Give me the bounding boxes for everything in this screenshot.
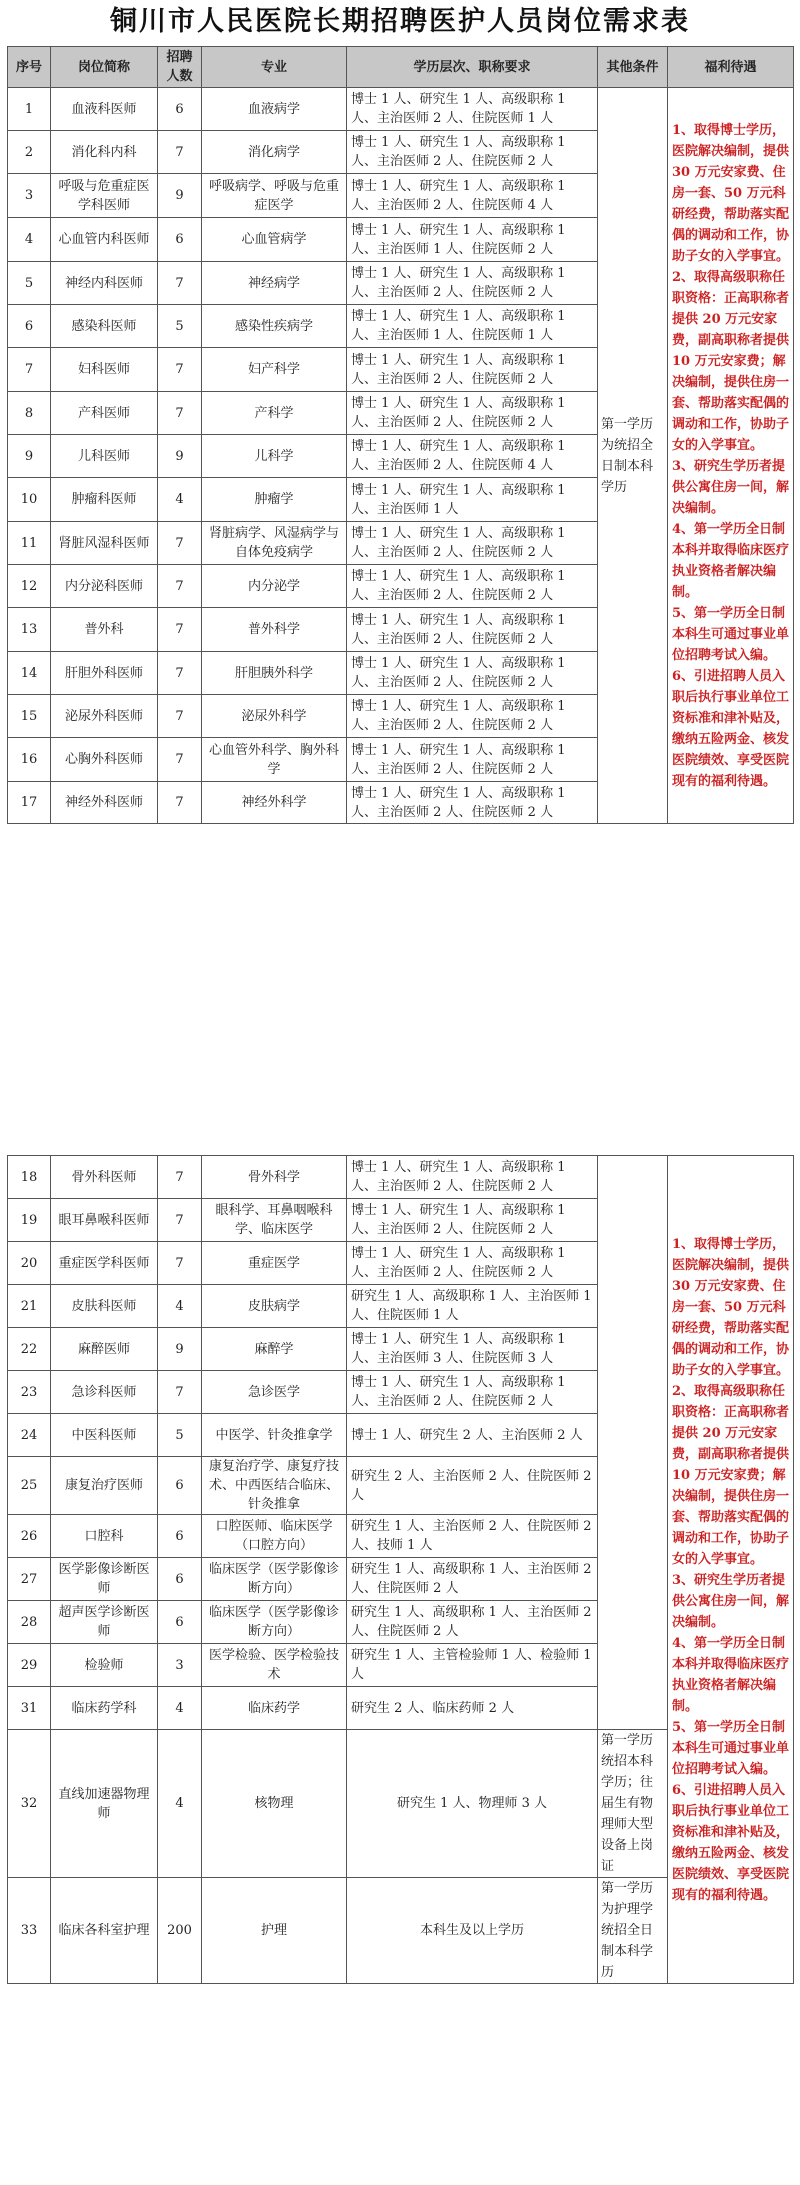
requirements: 博士 1 人、研究生 1 人、高级职称 1 人、主治医师 2 人、住院医师 2 人 [347,392,598,435]
row-number: 31 [8,1687,51,1730]
hiring-count: 7 [158,738,202,782]
hiring-count: 4 [158,1687,202,1730]
welfare-item: 4、第一学历全日制本科并取得临床医疗执业资格者解决编制。 [672,1635,790,1714]
major: 护理 [202,1878,347,1984]
post-name: 肿瘤科医师 [51,478,158,522]
post-name: 医学影像诊断医师 [51,1558,158,1601]
major: 中医学、针灸推拿学 [202,1414,347,1457]
welfare-item: 3、研究生学历者提供公寓住房一间，解决编制。 [672,1572,790,1630]
hiring-count: 6 [158,1601,202,1644]
row-number: 32 [8,1730,51,1878]
header-major: 专业 [202,47,347,88]
major: 神经外科学 [202,782,347,824]
major: 骨外科学 [202,1156,347,1199]
requirements: 博士 1 人、研究生 1 人、高级职称 1 人、主治医师 2 人、住院医师 2 人 [347,652,598,695]
row-number: 12 [8,565,51,608]
major: 医学检验、医学检验技术 [202,1644,347,1687]
requirements: 博士 1 人、研究生 2 人、主治医师 2 人 [347,1414,598,1457]
requirements: 研究生 2 人、主治医师 2 人、住院医师 2 人 [347,1457,598,1515]
major: 皮肤病学 [202,1285,347,1328]
welfare-item: 2、取得高级职称任职资格：正高职称者提供 20 万元安家费，副高职称者提供 10 万元安家费；解决编制，提供住房一套、帮助落实配偶的调动和工作，协助子女的入学事宜。 [672,269,790,453]
post-name: 皮肤科医师 [51,1285,158,1328]
post-name: 血液科医师 [51,88,158,131]
hiring-count: 7 [158,262,202,305]
post-name: 呼吸与危重症医学科医师 [51,174,158,218]
requirements: 博士 1 人、研究生 1 人、高级职称 1 人、主治医师 2 人、住院医师 2 人 [347,522,598,565]
post-name: 儿科医师 [51,435,158,478]
major: 口腔医师、临床医学（口腔方向） [202,1515,347,1558]
row-number: 13 [8,608,51,652]
welfare-item: 3、研究生学历者提供公寓住房一间，解决编制。 [672,458,790,516]
table-row [8,1156,794,1199]
post-name: 直线加速器物理师 [51,1730,158,1878]
hiring-count: 6 [158,1457,202,1515]
row-number: 19 [8,1199,51,1242]
hiring-count: 200 [158,1878,202,1984]
requirements: 博士 1 人、研究生 1 人、高级职称 1 人、主治医师 2 人、住院医师 4 人 [347,174,598,218]
row-number: 1 [8,88,51,131]
row-number: 17 [8,782,51,824]
row-number: 6 [8,305,51,348]
header-count-line-2: 人数 [166,69,193,84]
welfare-item: 1、取得博士学历，医院解决编制，提供 30 万元安家费、住房一套、50 万元科研经费，帮助落实配偶的调动和工作，协助子女的入学事宜。 [672,1236,790,1378]
post-name: 内分泌科医师 [51,565,158,608]
hiring-count: 7 [158,782,202,824]
requirements: 研究生 1 人、高级职称 1 人、主治医师 2 人、住院医师 2 人 [347,1601,598,1644]
post-name: 骨外科医师 [51,1156,158,1199]
requirements: 研究生 1 人、高级职称 1 人、主治医师 2 人、住院医师 2 人 [347,1558,598,1601]
other-conditions: 第一学历为护理学统招全日制本科学历 [598,1878,668,1984]
hiring-count: 4 [158,478,202,522]
row-number: 18 [8,1156,51,1199]
requirements: 博士 1 人、研究生 1 人、高级职称 1 人、主治医师 2 人、住院医师 2 人 [347,1199,598,1242]
row-number: 23 [8,1371,51,1414]
requirements: 博士 1 人、研究生 1 人、高级职称 1 人、主治医师 2 人、住院医师 2 人 [347,695,598,738]
welfare-benefits [668,1156,794,1984]
hiring-count: 7 [158,1242,202,1285]
major: 产科学 [202,392,347,435]
major: 内分泌学 [202,565,347,608]
row-number: 8 [8,392,51,435]
recruitment-table-part-2 [7,1155,794,1984]
hiring-count: 5 [158,305,202,348]
major: 重症医学 [202,1242,347,1285]
requirements: 博士 1 人、研究生 1 人、高级职称 1 人、主治医师 3 人、住院医师 3 人 [347,1328,598,1371]
row-number: 26 [8,1515,51,1558]
requirements: 研究生 2 人、临床药师 2 人 [347,1687,598,1730]
welfare-item: 4、第一学历全日制本科并取得临床医疗执业资格者解决编制。 [672,521,790,600]
row-number: 16 [8,738,51,782]
welfare-item: 6、引进招聘人员入职后执行事业单位工资标准和津补贴及，缴纳五险两金、核发医院绩效、享受医院现有的福利待遇。 [672,668,790,789]
major: 心血管病学 [202,218,347,262]
post-name: 心胸外科医师 [51,738,158,782]
header-row [8,47,794,88]
post-name: 产科医师 [51,392,158,435]
row-number: 7 [8,348,51,392]
header-welfare: 福利待遇 [668,47,794,88]
hiring-count: 7 [158,522,202,565]
row-number: 21 [8,1285,51,1328]
major: 肾脏病学、风湿病学与自体免疫病学 [202,522,347,565]
hiring-count: 7 [158,348,202,392]
post-name: 感染科医师 [51,305,158,348]
requirements: 博士 1 人、研究生 1 人、高级职称 1 人、主治医师 2 人、住院医师 2 人 [347,1156,598,1199]
table-row [8,88,794,131]
row-number: 3 [8,174,51,218]
row-number: 15 [8,695,51,738]
row-number: 20 [8,1242,51,1285]
hiring-count: 4 [158,1730,202,1878]
requirements: 博士 1 人、研究生 1 人、高级职称 1 人、主治医师 2 人、住院医师 2 人 [347,348,598,392]
major: 消化病学 [202,131,347,174]
post-name: 中医科医师 [51,1414,158,1457]
requirements: 博士 1 人、研究生 1 人、高级职称 1 人、主治医师 2 人、住院医师 1 人 [347,88,598,131]
post-name: 麻醉医师 [51,1328,158,1371]
major: 临床医学（医学影像诊断方向） [202,1558,347,1601]
requirements: 博士 1 人、研究生 1 人、高级职称 1 人、主治医师 1 人、住院医师 1 人 [347,305,598,348]
other-conditions: 第一学历统招本科学历；往届生有物理师大型设备上岗证 [598,1730,668,1878]
requirements: 博士 1 人、研究生 1 人、高级职称 1 人、主治医师 2 人、住院医师 2 人 [347,1371,598,1414]
row-number: 22 [8,1328,51,1371]
post-name: 神经外科医师 [51,782,158,824]
requirements: 博士 1 人、研究生 1 人、高级职称 1 人、主治医师 2 人、住院医师 2 人 [347,565,598,608]
requirements: 博士 1 人、研究生 1 人、高级职称 1 人、主治医师 2 人、住院医师 2 人 [347,1242,598,1285]
post-name: 心血管内科医师 [51,218,158,262]
post-name: 消化科内科 [51,131,158,174]
header-count [158,47,202,88]
post-name: 普外科 [51,608,158,652]
other-conditions [598,1156,668,1730]
requirements: 研究生 1 人、高级职称 1 人、主治医师 1 人、住院医师 1 人 [347,1285,598,1328]
row-number: 14 [8,652,51,695]
post-name: 泌尿外科医师 [51,695,158,738]
welfare-item: 5、第一学历全日制本科生可通过事业单位招聘考试入编。 [672,1719,790,1777]
requirements: 研究生 1 人、物理师 3 人 [347,1730,598,1878]
page-title: 铜川市人民医院长期招聘医护人员岗位需求表 [110,6,690,37]
hiring-count: 5 [158,1414,202,1457]
table-body-2 [8,1156,794,1984]
hiring-count: 6 [158,1515,202,1558]
major: 麻醉学 [202,1328,347,1371]
row-number: 27 [8,1558,51,1601]
post-name: 临床各科室护理 [51,1878,158,1984]
hiring-count: 6 [158,1558,202,1601]
hiring-count: 7 [158,1156,202,1199]
major: 儿科学 [202,435,347,478]
major: 感染性疾病学 [202,305,347,348]
post-name: 检验师 [51,1644,158,1687]
hiring-count: 7 [158,608,202,652]
row-number: 5 [8,262,51,305]
hiring-count: 7 [158,652,202,695]
post-name: 临床药学科 [51,1687,158,1730]
post-name: 急诊科医师 [51,1371,158,1414]
hiring-count: 7 [158,1199,202,1242]
major: 肿瘤学 [202,478,347,522]
major: 肝胆胰外科学 [202,652,347,695]
major: 妇产科学 [202,348,347,392]
requirements: 研究生 1 人、主治医师 2 人、住院医师 2 人、技师 1 人 [347,1515,598,1558]
row-number: 28 [8,1601,51,1644]
welfare-item: 6、引进招聘人员入职后执行事业单位工资标准和津补贴及，缴纳五险两金、核发医院绩效、享受医院现有的福利待遇。 [672,1782,790,1903]
post-name: 妇科医师 [51,348,158,392]
header-count-line-1: 招聘 [166,50,193,65]
row-number: 24 [8,1414,51,1457]
hiring-count: 9 [158,174,202,218]
row-number: 25 [8,1457,51,1515]
hiring-count: 7 [158,392,202,435]
hiring-count: 7 [158,1371,202,1414]
major: 急诊医学 [202,1371,347,1414]
post-name: 肝胆外科医师 [51,652,158,695]
row-number: 11 [8,522,51,565]
post-name: 神经内科医师 [51,262,158,305]
major: 临床医学（医学影像诊断方向） [202,1601,347,1644]
post-name: 超声医学诊断医师 [51,1601,158,1644]
major: 泌尿外科学 [202,695,347,738]
post-name: 口腔科 [51,1515,158,1558]
row-number: 33 [8,1878,51,1984]
other-conditions: 第一学历为统招全日制本科学历 [598,88,668,824]
requirements: 博士 1 人、研究生 1 人、高级职称 1 人、主治医师 2 人、住院医师 2 人 [347,608,598,652]
requirements: 本科生及以上学历 [347,1878,598,1984]
major: 普外科学 [202,608,347,652]
major: 眼科学、耳鼻咽喉科学、临床医学 [202,1199,347,1242]
requirements: 博士 1 人、研究生 1 人、高级职称 1 人、主治医师 2 人、住院医师 2 人 [347,131,598,174]
header-post: 岗位简称 [51,47,158,88]
header-other: 其他条件 [598,47,668,88]
requirements: 博士 1 人、研究生 1 人、高级职称 1 人、主治医师 2 人、住院医师 2 人 [347,782,598,824]
table-body-1 [8,88,794,824]
post-name: 肾脏风湿科医师 [51,522,158,565]
recruitment-table-part-1 [7,46,794,824]
requirements: 研究生 1 人、主管检验师 1 人、检验师 1 人 [347,1644,598,1687]
row-number: 9 [8,435,51,478]
row-number: 4 [8,218,51,262]
post-name: 康复治疗医师 [51,1457,158,1515]
welfare-item: 5、第一学历全日制本科生可通过事业单位招聘考试入编。 [672,605,790,663]
requirements: 博士 1 人、研究生 1 人、高级职称 1 人、主治医师 1 人 [347,478,598,522]
major: 核物理 [202,1730,347,1878]
post-name: 眼耳鼻喉科医师 [51,1199,158,1242]
major: 心血管外科学、胸外科学 [202,738,347,782]
major: 神经病学 [202,262,347,305]
post-name: 重症医学科医师 [51,1242,158,1285]
hiring-count: 7 [158,131,202,174]
hiring-count: 7 [158,565,202,608]
hiring-count: 9 [158,435,202,478]
requirements: 博士 1 人、研究生 1 人、高级职称 1 人、主治医师 1 人、住院医师 2 人 [347,218,598,262]
hiring-count: 9 [158,1328,202,1371]
welfare-item: 2、取得高级职称任职资格：正高职称者提供 20 万元安家费，副高职称者提供 10 万元安家费；解决编制，提供住房一套、帮助落实配偶的调动和工作，协助子女的入学事宜。 [672,1383,790,1567]
major: 临床药学 [202,1687,347,1730]
row-number: 2 [8,131,51,174]
hiring-count: 6 [158,88,202,131]
major: 血液病学 [202,88,347,131]
requirements: 博士 1 人、研究生 1 人、高级职称 1 人、主治医师 2 人、住院医师 2 人 [347,262,598,305]
header-requirements: 学历层次、职称要求 [347,47,598,88]
requirements: 博士 1 人、研究生 1 人、高级职称 1 人、主治医师 2 人、住院医师 4 人 [347,435,598,478]
row-number: 10 [8,478,51,522]
hiring-count: 3 [158,1644,202,1687]
row-number: 29 [8,1644,51,1687]
welfare-benefits [668,88,794,824]
hiring-count: 7 [158,695,202,738]
major: 呼吸病学、呼吸与危重症医学 [202,174,347,218]
header-no: 序号 [8,47,51,88]
welfare-item: 1、取得博士学历，医院解决编制，提供 30 万元安家费、住房一套、50 万元科研经费，帮助落实配偶的调动和工作，协助子女的入学事宜。 [672,122,790,264]
requirements: 博士 1 人、研究生 1 人、高级职称 1 人、主治医师 2 人、住院医师 2 人 [347,738,598,782]
hiring-count: 6 [158,218,202,262]
major: 康复治疗学、康复疗技术、中西医结合临床、针灸推拿 [202,1457,347,1515]
hiring-count: 4 [158,1285,202,1328]
